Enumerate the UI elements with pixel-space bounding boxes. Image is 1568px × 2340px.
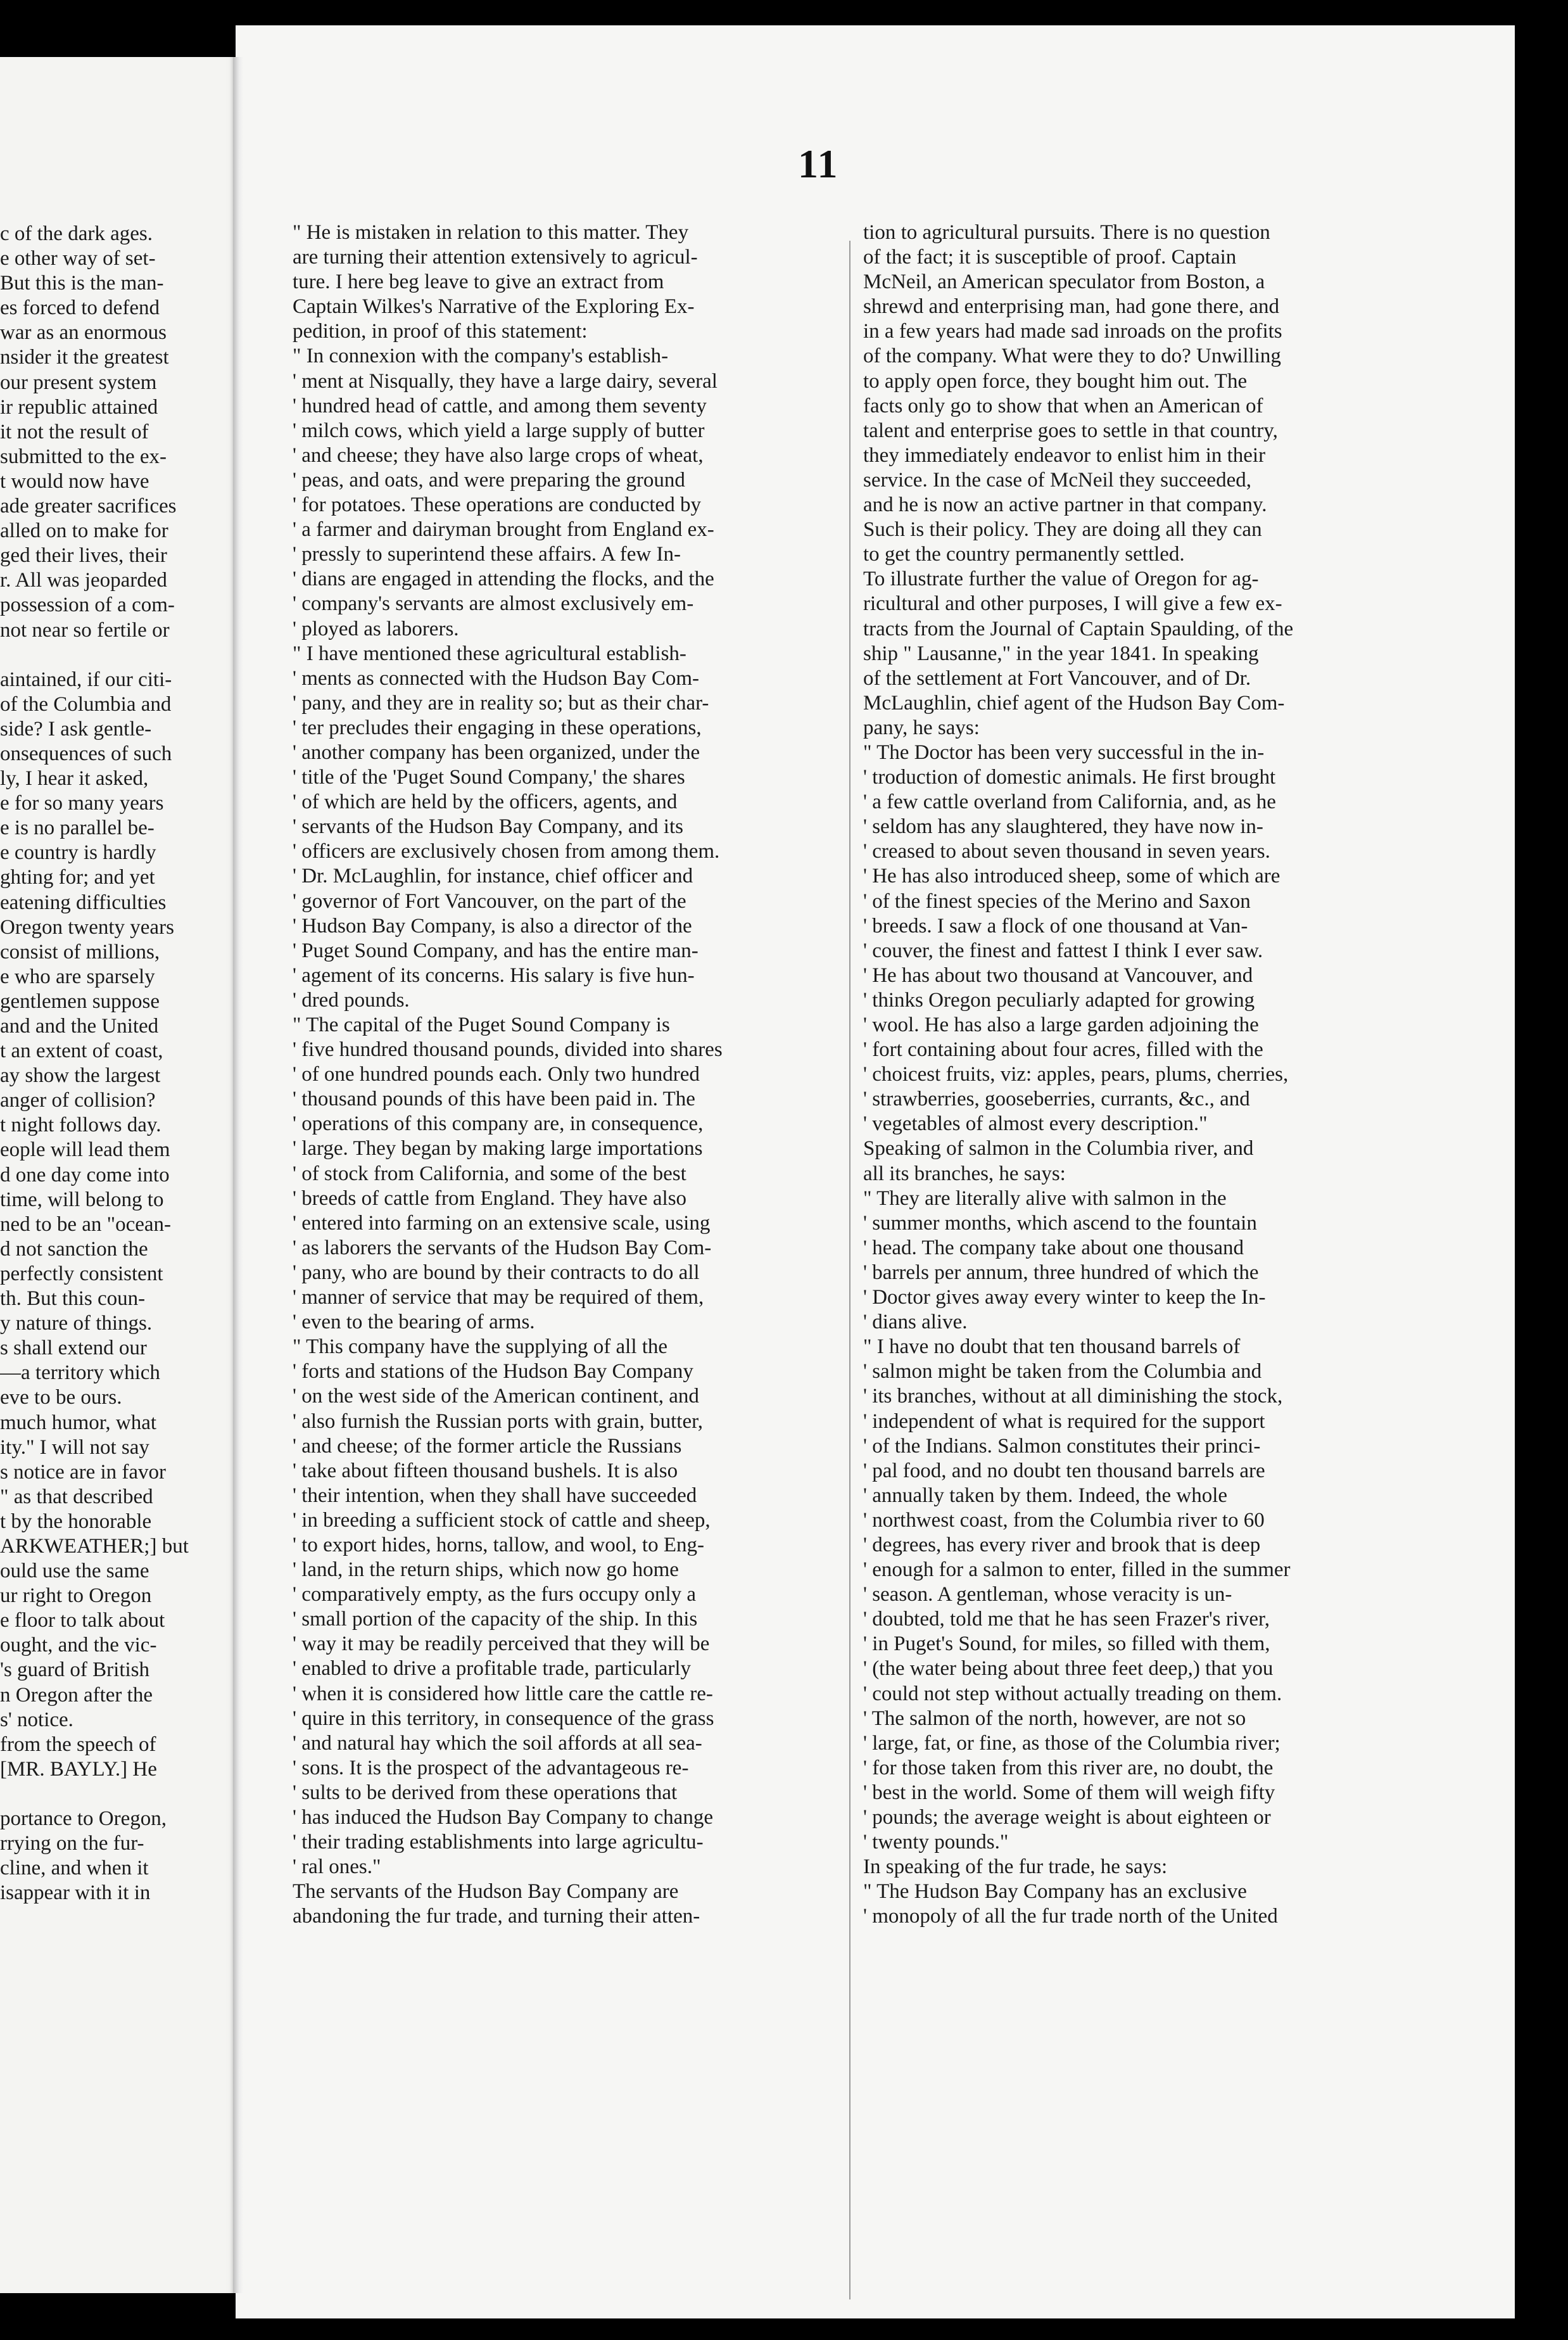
text-line: ' pany, and they are in reality so; but as their char-	[293, 691, 709, 715]
text-line: ' governor of Fort Vancouver, on the part of the	[293, 889, 686, 913]
text-line: ' barrels per annum, three hundred of which the	[863, 1261, 1259, 1284]
text-line: ' pounds; the average weight is about eighteen or	[863, 1806, 1271, 1829]
text-line: e who are sparsely	[0, 965, 155, 988]
text-line: ' operations of this company are, in consequence,	[293, 1112, 704, 1136]
text-line: ' breeds of cattle from England. They have also	[293, 1186, 687, 1210]
text-line: ' their trading establishments into large agricultu-	[293, 1831, 704, 1854]
text-line: side? I ask gentle-	[0, 717, 152, 741]
text-line: t an extent of coast,	[0, 1040, 163, 1063]
text-line: alled on to make for	[0, 519, 168, 543]
text-line: ' head. The company take about one thousand	[863, 1236, 1244, 1259]
text-line: ' forts and stations of the Hudson Bay Company	[293, 1360, 693, 1383]
text-line: ' sons. It is the prospect of the advantageous re-	[293, 1756, 689, 1779]
text-line: facts only go to show that when an American of	[863, 394, 1263, 417]
text-line: ' pany, who are bound by their contracts to do all	[293, 1261, 700, 1284]
text-line: ' comparatively empty, as the furs occupy only a	[293, 1583, 697, 1606]
text-line: ' even to the bearing of arms.	[293, 1311, 535, 1334]
text-line: ' thousand pounds of this have been paid in. The	[293, 1088, 695, 1111]
text-line: ' sults to be derived from these operations that	[293, 1781, 678, 1804]
text-line: ' five hundred thousand pounds, divided into shares	[293, 1038, 723, 1062]
text-line: ' way it may be readily perceived that they will be	[293, 1632, 710, 1656]
text-line: it not the result of	[0, 420, 149, 443]
text-line: " The capital of the Puget Sound Company is	[293, 1014, 670, 1036]
text-line: " The Doctor has been very successful in the in-	[863, 741, 1265, 764]
text-line: ' doubted, told me that he has seen Frazer's river,	[863, 1608, 1270, 1631]
text-line: ' and natural hay which the soil affords at all sea-	[293, 1731, 702, 1755]
text-line: ture. I here beg leave to give an extract from	[293, 270, 664, 294]
text-line: ' best in the world. Some of them will weigh fifty	[863, 1781, 1275, 1804]
text-line: ARKWEATHER;] but	[0, 1534, 189, 1558]
text-line: ' large, fat, or fine, as those of the Columbia river;	[863, 1731, 1280, 1755]
text-line: of the settlement at Fort Vancouver, and of Dr.	[863, 666, 1251, 690]
text-line: of the fact; it is susceptible of proof. Captain	[863, 246, 1237, 269]
text-line: ' hundred head of cattle, and among them seventy	[293, 394, 707, 417]
text-line: ' Dr. McLaughlin, for instance, chief officer and	[293, 865, 693, 888]
text-line: ' another company has been organized, under the	[293, 741, 700, 764]
text-line: talent and enterprise goes to settle in that country,	[863, 419, 1278, 442]
text-line: ' of one hundred pounds each. Only two hundred	[293, 1063, 700, 1086]
text-line: The servants of the Hudson Bay Company are	[293, 1880, 679, 1904]
text-line: ' monopoly of all the fur trade north of the United	[863, 1905, 1278, 1928]
text-line: ' creased to about seven thousand in seven years.	[863, 840, 1270, 863]
text-line: " The Hudson Bay Company has an exclusive	[863, 1880, 1247, 1904]
text-line: ' salmon might be taken from the Columbia and	[863, 1360, 1262, 1383]
text-line: much humor, what	[0, 1411, 157, 1434]
text-line: ' fort containing about four acres, filled with the	[863, 1038, 1263, 1062]
text-line: ay show the largest	[0, 1064, 161, 1088]
text-line: ' servants of the Hudson Bay Company, and its	[293, 815, 683, 839]
text-line: ur right to Oregon	[0, 1584, 152, 1608]
text-line: s shall extend our	[0, 1337, 147, 1360]
text-line: ' summer months, which ascend to the fountain	[863, 1211, 1257, 1235]
text-line: ' He has also introduced sheep, some of which are	[863, 865, 1280, 888]
text-line: pedition, in proof of this statement:	[293, 320, 588, 343]
text-line: ' in breeding a sufficient stock of cattle and sheep,	[293, 1508, 711, 1532]
text-line: perfectly consistent	[0, 1262, 163, 1285]
text-line: ' ments as connected with the Hudson Bay Com-	[293, 666, 700, 690]
text-line: " I have no doubt that ten thousand barrels of	[863, 1335, 1241, 1359]
text-line: ' its branches, without at all diminishing the stock,	[863, 1385, 1283, 1408]
text-line	[0, 643, 229, 668]
text-line: ricultural and other purposes, I will give a few ex-	[863, 592, 1282, 616]
text-line: ' large. They began by making large importations	[293, 1137, 703, 1160]
text-line: ' on the west side of the American continent, and	[293, 1385, 699, 1408]
text-line: r. All was jeoparded	[0, 569, 167, 592]
text-line: ' pressly to superintend these affairs. A few In-	[293, 543, 681, 566]
text-line: cline, and when it	[0, 1857, 149, 1880]
text-line: all its branches, he says:	[863, 1162, 1066, 1185]
text-line: Speaking of salmon in the Columbia river, and	[863, 1137, 1254, 1160]
text-line: ' ter precludes their engaging in these operations,	[293, 716, 702, 739]
text-line: t would now have	[0, 469, 149, 493]
text-line: onsequences of such	[0, 742, 172, 765]
text-line: e floor to talk about	[0, 1609, 165, 1632]
text-line: ' ral ones."	[293, 1855, 381, 1879]
text-line: ' small portion of the capacity of the ship. In this	[293, 1608, 698, 1631]
text-line: gentlemen suppose	[0, 989, 160, 1013]
text-line: ' enough for a salmon to enter, filled in the summer	[863, 1558, 1291, 1582]
text-line: ' a farmer and dairyman brought from England ex-	[293, 518, 714, 542]
text-line: not near so fertile or	[0, 618, 170, 642]
text-line: ' northwest coast, from the Columbia river to 60	[863, 1508, 1265, 1532]
text-line: e other way of set-	[0, 247, 156, 270]
text-line: rrying on the fur-	[0, 1832, 144, 1855]
text-line: service. In the case of McNeil they succeeded,	[863, 468, 1251, 492]
text-line: ' seldom has any slaughtered, they have now in-	[863, 815, 1263, 839]
text-line: ged their lives, their	[0, 544, 167, 568]
text-line: ' dred pounds.	[293, 988, 410, 1012]
text-line: ' Hudson Bay Company, is also a director of the	[293, 914, 692, 938]
previous-page	[0, 57, 236, 2293]
text-line: ' dians are engaged in attending the flocks, and the	[293, 568, 714, 591]
text-line: t night follows day.	[0, 1114, 161, 1137]
text-line: ' enabled to drive a profitable trade, particularly	[293, 1657, 691, 1681]
text-line: y nature of things.	[0, 1312, 153, 1335]
text-line: ' to export hides, horns, tallow, and wool, to Eng-	[293, 1533, 704, 1556]
text-line: ' ployed as laborers.	[293, 617, 459, 640]
text-line: submitted to the ex-	[0, 445, 167, 468]
text-line: ' Puget Sound Company, and has the entire man-	[293, 939, 699, 962]
text-line: ' annually taken by them. Indeed, the whole	[863, 1484, 1228, 1507]
text-line: ' and cheese; they have also large crops of wheat,	[293, 443, 704, 467]
text-line: ' for those taken from this river are, no doubt, the	[863, 1756, 1274, 1779]
text-line: in a few years had made sad inroads on the profits	[863, 320, 1282, 343]
text-line: ' as laborers the servants of the Hudson Bay Com-	[293, 1236, 712, 1259]
text-line: ' title of the 'Puget Sound Company,' the shares	[293, 766, 685, 789]
text-line: war as an enormous	[0, 321, 167, 345]
text-line: " In connexion with the company's establish-	[293, 345, 669, 368]
text-line: ' of which are held by the officers, agents, and	[293, 791, 678, 814]
text-line: t by the honorable	[0, 1510, 152, 1533]
text-line: But this is the man-	[0, 272, 164, 295]
text-line: To illustrate further the value of Oregon for ag-	[863, 568, 1259, 591]
text-line: McNeil, an American speculator from Boston, a	[863, 270, 1265, 294]
text-line: nsider it the greatest	[0, 346, 169, 369]
text-line: ' their intention, when they shall have succeeded	[293, 1484, 697, 1507]
text-line: tracts from the Journal of Captain Spaulding, of the	[863, 617, 1294, 640]
text-line: [MR. BAYLY.] He	[0, 1757, 157, 1781]
text-line: consist of millions,	[0, 940, 160, 963]
text-line: Captain Wilkes's Narrative of the Exploring Ex-	[293, 295, 695, 319]
text-line: th. But this coun-	[0, 1287, 146, 1311]
text-line: of the company. What were they to do? Unwilling	[863, 345, 1281, 368]
text-line: they immediately endeavor to enlist him in their	[863, 443, 1266, 467]
text-line: ought, and the vic-	[0, 1634, 157, 1657]
text-line: ' of stock from California, and some of the best	[293, 1162, 686, 1185]
text-line: to apply open force, they bought him out. The	[863, 369, 1248, 393]
text-line: eve to be ours.	[0, 1386, 122, 1409]
text-line: e for so many years	[0, 792, 164, 815]
text-line: d one day come into	[0, 1163, 170, 1186]
text-line: ship " Lausanne," in the year 1841. In speaking	[863, 642, 1259, 665]
text-line: " He is mistaken in relation to this matter. They	[293, 221, 689, 244]
text-line: e is no parallel be-	[0, 817, 155, 840]
column-rule	[849, 241, 850, 2299]
text-line: possession of a com-	[0, 594, 175, 617]
text-line: ' peas, and oats, and were preparing the ground	[293, 468, 685, 492]
text-line: " as that described	[0, 1485, 153, 1508]
text-line: ghting for; and yet	[0, 866, 155, 889]
text-line: ' choicest fruits, viz: apples, pears, plums, cherries,	[863, 1063, 1289, 1086]
text-line: d not sanction the	[0, 1237, 148, 1261]
text-line: ' dians alive.	[863, 1311, 968, 1334]
column-right	[863, 220, 1471, 1929]
text-line: ade greater sacrifices	[0, 495, 177, 518]
text-line	[0, 1782, 229, 1807]
text-line: ' could not step without actually treading on them.	[863, 1682, 1282, 1705]
text-line: n Oregon after the	[0, 1683, 153, 1707]
text-line: anger of collision?	[0, 1089, 156, 1112]
text-line: ' has induced the Hudson Bay Company to change	[293, 1806, 713, 1829]
text-line: and and the United	[0, 1015, 159, 1038]
text-line: ' of the Indians. Salmon constitutes their princi-	[863, 1434, 1261, 1458]
text-line: ' ment at Nisqually, they have a large dairy, several	[293, 369, 718, 393]
text-line: ' entered into farming on an extensive scale, using	[293, 1211, 711, 1235]
text-line: " They are literally alive with salmon in the	[863, 1186, 1227, 1210]
text-line: to get the country permanently settled.	[863, 543, 1185, 566]
text-line: Such is their policy. They are doing all they can	[863, 518, 1262, 542]
previous-page-text	[0, 222, 229, 1905]
text-line: s notice are in favor	[0, 1460, 167, 1484]
text-line: ' of the finest species of the Merino and Saxon	[863, 889, 1251, 913]
text-line: ned to be an "ocean-	[0, 1212, 172, 1236]
text-line: ' in Puget's Sound, for miles, so filled with them,	[863, 1632, 1270, 1656]
text-line: McLaughlin, chief agent of the Hudson Bay Com-	[863, 691, 1285, 715]
text-line: abandoning the fur trade, and turning their atten-	[293, 1905, 700, 1928]
text-line: ' pal food, and no doubt ten thousand barrels are	[863, 1459, 1265, 1482]
text-line: shrewd and enterprising man, had gone there, and	[863, 295, 1280, 319]
text-line: s' notice.	[0, 1708, 73, 1731]
text-line: from the speech of	[0, 1733, 156, 1756]
text-line: ' troduction of domestic animals. He first brought	[863, 766, 1276, 789]
text-line: ' thinks Oregon peculiarly adapted for growing	[863, 988, 1255, 1012]
page-gutter	[233, 57, 243, 2293]
text-line: of the Columbia and	[0, 692, 172, 716]
text-line: portance to Oregon,	[0, 1807, 167, 1830]
text-line: ' The salmon of the north, however, are not so	[863, 1707, 1246, 1730]
text-line: ir republic attained	[0, 395, 158, 419]
text-line: ' season. A gentleman, whose veracity is un-	[863, 1583, 1232, 1606]
text-line: ould use the same	[0, 1560, 149, 1583]
text-line: e country is hardly	[0, 841, 156, 865]
text-line: ' strawberries, gooseberries, currants, &c., and	[863, 1088, 1250, 1111]
text-line: isappear with it in	[0, 1881, 151, 1905]
text-line: 's guard of British	[0, 1658, 150, 1682]
text-line: ' a few cattle overland from California, and, as he	[863, 791, 1276, 814]
text-line: ' manner of service that may be required of them,	[293, 1286, 704, 1309]
text-line: eatening difficulties	[0, 891, 167, 914]
text-line: ' degrees, has every river and brook that is deep	[863, 1533, 1261, 1556]
text-line: ly, I hear it asked,	[0, 767, 149, 791]
text-line: ' land, in the return ships, which now go home	[293, 1558, 679, 1582]
text-line: eople will lead them	[0, 1138, 170, 1162]
text-line: ' couver, the finest and fattest I think I ever saw.	[863, 939, 1263, 962]
text-line: es forced to defend	[0, 296, 160, 320]
text-line: ' Doctor gives away every winter to keep the In-	[863, 1286, 1266, 1309]
text-line: ' for potatoes. These operations are conducted by	[293, 493, 701, 517]
text-line: ' He has about two thousand at Vancouver, and	[863, 963, 1253, 987]
text-line: time, will belong to	[0, 1188, 164, 1211]
text-line: In speaking of the fur trade, he says:	[863, 1855, 1168, 1879]
text-line: ' breeds. I saw a flock of one thousand at Van-	[863, 914, 1248, 938]
text-line: " I have mentioned these agricultural establish-	[293, 642, 686, 665]
column-left	[293, 220, 836, 1929]
text-line: ' when it is considered how little care the cattle re-	[293, 1682, 713, 1705]
text-line: ity." I will not say	[0, 1435, 149, 1459]
text-line: ' agement of its concerns. His salary is five hun-	[293, 963, 695, 987]
text-line: our present system	[0, 371, 157, 394]
text-line: ' wool. He has also a large garden adjoining the	[863, 1014, 1259, 1036]
text-line: pany, he says:	[863, 716, 980, 739]
text-line: ' quire in this territory, in consequence of the grass	[293, 1707, 714, 1730]
text-line: c of the dark ages.	[0, 222, 153, 245]
text-line: ' twenty pounds."	[863, 1831, 1009, 1854]
text-line: ' (the water being about three feet deep,) that you	[863, 1657, 1274, 1681]
text-line: are turning their attention extensively to agricul-	[293, 246, 698, 269]
page-number: 11	[798, 141, 839, 186]
text-line: —a territory which	[0, 1361, 160, 1385]
text-line: ' take about fifteen thousand bushels. It is also	[293, 1459, 678, 1482]
text-line: " This company have the supplying of all the	[293, 1335, 668, 1359]
text-line: Oregon twenty years	[0, 915, 174, 939]
text-line: tion to agricultural pursuits. There is no question	[863, 221, 1270, 244]
text-line: ' independent of what is required for the support	[863, 1409, 1265, 1433]
text-line: ' company's servants are almost exclusively em-	[293, 592, 694, 616]
text-line: aintained, if our citi-	[0, 668, 172, 691]
text-line: ' milch cows, which yield a large supply of butter	[293, 419, 705, 442]
text-line: ' officers are exclusively chosen from among them.	[293, 840, 720, 863]
text-line: ' and cheese; of the former article the Russians	[293, 1434, 682, 1458]
text-line: ' also furnish the Russian ports with grain, butter,	[293, 1409, 704, 1433]
text-line: and he is now an active partner in that company.	[863, 493, 1267, 517]
text-line: ' vegetables of almost every description."	[863, 1112, 1208, 1136]
